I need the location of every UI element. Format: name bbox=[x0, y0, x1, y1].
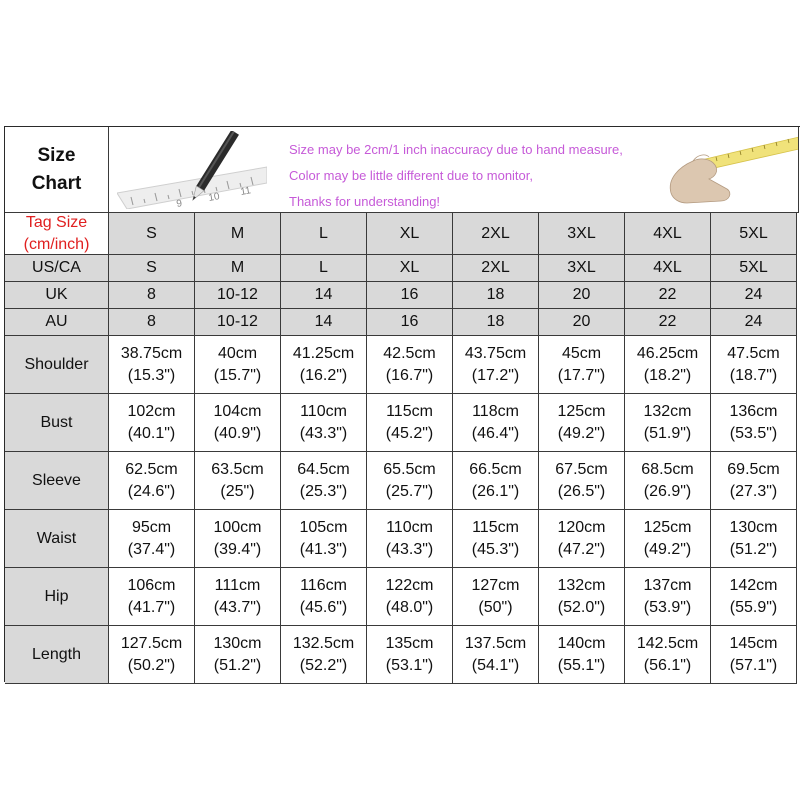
size-chart-title bbox=[5, 127, 109, 213]
us-ca-size-cell: XL bbox=[367, 255, 453, 282]
tag-size-label-line-2: (cm/inch) bbox=[23, 235, 90, 253]
cm-value: 43.75cm bbox=[464, 344, 527, 362]
waist-cell bbox=[109, 510, 195, 568]
au-size-cell: 16 bbox=[367, 309, 453, 336]
cm-value: 66.5cm bbox=[469, 460, 522, 478]
shoulder-cell bbox=[367, 336, 453, 394]
size-chart-table bbox=[4, 126, 800, 682]
uk-size-cell: 8 bbox=[109, 282, 195, 309]
length-cell bbox=[625, 626, 711, 684]
sleeve-cell bbox=[281, 452, 367, 510]
cm-value: 110cm bbox=[386, 518, 433, 536]
inch-value: (40.1") bbox=[127, 424, 176, 442]
cm-value: 125cm bbox=[557, 402, 606, 420]
cm-value: 105cm bbox=[299, 518, 348, 536]
title-line-1: Size bbox=[37, 144, 76, 166]
length-cell bbox=[367, 626, 453, 684]
tag-size-cell: XL bbox=[367, 213, 453, 255]
shoulder-cell bbox=[281, 336, 367, 394]
cm-value: 115cm bbox=[386, 402, 433, 420]
inch-value: (54.1") bbox=[471, 656, 520, 674]
note-thanks: Thanks for understanding! bbox=[289, 194, 441, 209]
cm-value: 145cm bbox=[729, 634, 778, 652]
au-size-cell: 10-12 bbox=[195, 309, 281, 336]
cm-value: 68.5cm bbox=[641, 460, 694, 478]
tag-size-cell: 4XL bbox=[625, 213, 711, 255]
shoulder-cell bbox=[711, 336, 797, 394]
sleeve-cell bbox=[539, 452, 625, 510]
measurement-banner bbox=[109, 127, 799, 213]
inch-value: (49.2") bbox=[557, 424, 606, 442]
uk-size-cell: 20 bbox=[539, 282, 625, 309]
uk-size-cell: 24 bbox=[711, 282, 797, 309]
inch-value: (55.1") bbox=[557, 656, 606, 674]
cm-value: 132.5cm bbox=[292, 634, 355, 652]
inch-value: (17.7") bbox=[557, 366, 606, 384]
sleeve-cell bbox=[367, 452, 453, 510]
cm-value: 106cm bbox=[127, 576, 176, 594]
length-cell bbox=[711, 626, 797, 684]
cm-value: 136cm bbox=[729, 402, 778, 420]
cm-value: 110cm bbox=[300, 402, 347, 420]
inch-value: (26.1") bbox=[471, 482, 520, 500]
uk-size-row bbox=[5, 282, 800, 309]
waist-cell bbox=[195, 510, 281, 568]
hip-cell bbox=[453, 568, 539, 626]
inch-value: (15.7") bbox=[213, 366, 262, 384]
uk-size-cell: 16 bbox=[367, 282, 453, 309]
us-ca-label: US/CA bbox=[5, 255, 109, 282]
au-size-cell: 22 bbox=[625, 309, 711, 336]
cm-value: 100cm bbox=[213, 518, 262, 536]
cm-value: 67.5cm bbox=[555, 460, 608, 478]
au-size-cell: 18 bbox=[453, 309, 539, 336]
uk-size-cell: 10-12 bbox=[195, 282, 281, 309]
waist-label: Waist bbox=[5, 510, 109, 568]
inch-value: (18.7") bbox=[729, 366, 778, 384]
waist-cell bbox=[367, 510, 453, 568]
note-color: Color may be little different due to monitor, bbox=[289, 168, 533, 183]
waist-cell bbox=[539, 510, 625, 568]
inch-value: (26.5") bbox=[557, 482, 606, 500]
bust-cell bbox=[625, 394, 711, 452]
cm-value: 47.5cm bbox=[727, 344, 780, 362]
length-cell bbox=[195, 626, 281, 684]
inch-value: (41.3") bbox=[299, 540, 348, 558]
cm-value: 111cm bbox=[214, 576, 261, 594]
waist-cell bbox=[711, 510, 797, 568]
inch-value: (53.9") bbox=[643, 598, 692, 616]
shoulder-cell bbox=[195, 336, 281, 394]
inch-value: (53.1") bbox=[385, 656, 434, 674]
cm-value: 140cm bbox=[557, 634, 606, 652]
cm-value: 127.5cm bbox=[120, 634, 183, 652]
tag-size-cell: M bbox=[195, 213, 281, 255]
inch-value: (18.2") bbox=[643, 366, 692, 384]
sleeve-cell bbox=[625, 452, 711, 510]
hip-cell bbox=[367, 568, 453, 626]
cm-value: 118cm bbox=[472, 402, 519, 420]
inch-value: (15.3") bbox=[127, 366, 176, 384]
waist-row bbox=[5, 510, 800, 568]
bust-cell bbox=[281, 394, 367, 452]
cm-value: 38.75cm bbox=[120, 344, 183, 362]
length-cell bbox=[281, 626, 367, 684]
sleeve-cell bbox=[453, 452, 539, 510]
hip-cell bbox=[195, 568, 281, 626]
inch-value: (47.2") bbox=[557, 540, 606, 558]
inch-value: (53.5") bbox=[729, 424, 778, 442]
bust-label: Bust bbox=[5, 394, 109, 452]
cm-value: 95cm bbox=[131, 518, 172, 536]
tag-size-cell: L bbox=[281, 213, 367, 255]
bust-row bbox=[5, 394, 800, 452]
inch-value: (52.0") bbox=[557, 598, 606, 616]
tag-size-cell: S bbox=[109, 213, 195, 255]
au-label: AU bbox=[5, 309, 109, 336]
inch-value: (16.2") bbox=[299, 366, 348, 384]
cm-value: 137cm bbox=[643, 576, 692, 594]
cm-value: 137.5cm bbox=[464, 634, 527, 652]
cm-value: 135cm bbox=[385, 634, 434, 652]
length-cell bbox=[453, 626, 539, 684]
us-ca-size-cell: 2XL bbox=[453, 255, 539, 282]
cm-value: 132cm bbox=[557, 576, 606, 594]
inch-value: (51.2") bbox=[213, 656, 262, 674]
cm-value: 45cm bbox=[561, 344, 602, 362]
cm-value: 142.5cm bbox=[636, 634, 699, 652]
cm-value: 46.25cm bbox=[636, 344, 699, 362]
inch-value: (50") bbox=[478, 598, 513, 616]
cm-value: 104cm bbox=[213, 402, 262, 420]
au-size-cell: 8 bbox=[109, 309, 195, 336]
length-label: Length bbox=[5, 626, 109, 684]
uk-size-cell: 14 bbox=[281, 282, 367, 309]
inch-value: (25") bbox=[220, 482, 255, 500]
note-inaccuracy: Size may be 2cm/1 inch inaccuracy due to hand measure, bbox=[289, 142, 623, 157]
bust-cell bbox=[453, 394, 539, 452]
au-size-row bbox=[5, 309, 800, 336]
ruler-number-11: 11 bbox=[239, 185, 252, 198]
au-size-cell: 24 bbox=[711, 309, 797, 336]
shoulder-row bbox=[5, 336, 800, 394]
bust-cell bbox=[195, 394, 281, 452]
cm-value: 116cm bbox=[300, 576, 347, 594]
inch-value: (57.1") bbox=[729, 656, 778, 674]
tag-size-label bbox=[5, 213, 109, 255]
ruler-pencil-illustration bbox=[117, 131, 267, 209]
inch-value: (43.3") bbox=[385, 540, 434, 558]
tag-size-cell: 3XL bbox=[539, 213, 625, 255]
shoulder-cell bbox=[109, 336, 195, 394]
uk-size-cell: 22 bbox=[625, 282, 711, 309]
bust-cell bbox=[109, 394, 195, 452]
cm-value: 120cm bbox=[557, 518, 606, 536]
bust-cell bbox=[539, 394, 625, 452]
tag-size-cell: 5XL bbox=[711, 213, 797, 255]
cm-value: 69.5cm bbox=[727, 460, 780, 478]
waist-cell bbox=[453, 510, 539, 568]
sleeve-cell bbox=[195, 452, 281, 510]
hand-tape-measure-illustration bbox=[657, 131, 799, 209]
cm-value: 41.25cm bbox=[292, 344, 355, 362]
cm-value: 125cm bbox=[643, 518, 692, 536]
sleeve-cell bbox=[109, 452, 195, 510]
shoulder-label: Shoulder bbox=[5, 336, 109, 394]
hip-cell bbox=[281, 568, 367, 626]
sleeve-cell bbox=[711, 452, 797, 510]
us-ca-size-cell: 4XL bbox=[625, 255, 711, 282]
waist-cell bbox=[281, 510, 367, 568]
cm-value: 40cm bbox=[217, 344, 258, 362]
cm-value: 132cm bbox=[643, 402, 692, 420]
ruler-number-9: 9 bbox=[175, 198, 183, 209]
au-size-cell: 14 bbox=[281, 309, 367, 336]
uk-label: UK bbox=[5, 282, 109, 309]
cm-value: 65.5cm bbox=[383, 460, 436, 478]
length-cell bbox=[109, 626, 195, 684]
inch-value: (50.2") bbox=[127, 656, 176, 674]
inch-value: (27.3") bbox=[729, 482, 778, 500]
hip-cell bbox=[109, 568, 195, 626]
inch-value: (24.6") bbox=[127, 482, 176, 500]
length-row bbox=[5, 626, 800, 684]
cm-value: 130cm bbox=[213, 634, 262, 652]
cm-value: 64.5cm bbox=[297, 460, 350, 478]
inch-value: (25.7") bbox=[385, 482, 434, 500]
cm-value: 122cm bbox=[385, 576, 434, 594]
tag-size-label-line-1: Tag Size bbox=[25, 213, 88, 231]
inch-value: (43.7") bbox=[213, 598, 262, 616]
inch-value: (48.0") bbox=[385, 598, 434, 616]
inch-value: (40.9") bbox=[213, 424, 262, 442]
sleeve-label: Sleeve bbox=[5, 452, 109, 510]
cm-value: 62.5cm bbox=[125, 460, 178, 478]
tag-size-cell: 2XL bbox=[453, 213, 539, 255]
shoulder-cell bbox=[453, 336, 539, 394]
us-ca-size-cell: 5XL bbox=[711, 255, 797, 282]
inch-value: (55.9") bbox=[729, 598, 778, 616]
us-ca-size-row bbox=[5, 255, 800, 282]
inch-value: (51.9") bbox=[643, 424, 692, 442]
inch-value: (45.6") bbox=[299, 598, 348, 616]
inch-value: (41.7") bbox=[127, 598, 176, 616]
inch-value: (16.7") bbox=[385, 366, 434, 384]
sleeve-row bbox=[5, 452, 800, 510]
header-row bbox=[5, 127, 800, 213]
hip-cell bbox=[539, 568, 625, 626]
inch-value: (37.4") bbox=[127, 540, 176, 558]
inch-value: (17.2") bbox=[471, 366, 520, 384]
inch-value: (45.3") bbox=[471, 540, 520, 558]
cm-value: 102cm bbox=[127, 402, 176, 420]
inch-value: (26.9") bbox=[643, 482, 692, 500]
cm-value: 127cm bbox=[471, 576, 520, 594]
us-ca-size-cell: 3XL bbox=[539, 255, 625, 282]
inch-value: (52.2") bbox=[299, 656, 348, 674]
hip-cell bbox=[711, 568, 797, 626]
cm-value: 63.5cm bbox=[211, 460, 264, 478]
ruler-number-10: 10 bbox=[207, 191, 221, 204]
length-cell bbox=[539, 626, 625, 684]
shoulder-cell bbox=[625, 336, 711, 394]
inch-value: (25.3") bbox=[299, 482, 348, 500]
inch-value: (39.4") bbox=[213, 540, 262, 558]
inch-value: (49.2") bbox=[643, 540, 692, 558]
au-size-cell: 20 bbox=[539, 309, 625, 336]
cm-value: 130cm bbox=[729, 518, 778, 536]
cm-value: 142cm bbox=[729, 576, 778, 594]
bust-cell bbox=[711, 394, 797, 452]
inch-value: (46.4") bbox=[471, 424, 520, 442]
cm-value: 115cm bbox=[472, 518, 519, 536]
hip-label: Hip bbox=[5, 568, 109, 626]
hip-row bbox=[5, 568, 800, 626]
uk-size-cell: 18 bbox=[453, 282, 539, 309]
us-ca-size-cell: L bbox=[281, 255, 367, 282]
inch-value: (56.1") bbox=[643, 656, 692, 674]
hip-cell bbox=[625, 568, 711, 626]
cm-value: 42.5cm bbox=[383, 344, 436, 362]
shoulder-cell bbox=[539, 336, 625, 394]
us-ca-size-cell: M bbox=[195, 255, 281, 282]
tag-size-row bbox=[5, 213, 800, 255]
inch-value: (43.3") bbox=[299, 424, 348, 442]
title-line-2: Chart bbox=[31, 172, 82, 194]
inch-value: (45.2") bbox=[385, 424, 434, 442]
us-ca-size-cell: S bbox=[109, 255, 195, 282]
inch-value: (51.2") bbox=[729, 540, 778, 558]
bust-cell bbox=[367, 394, 453, 452]
waist-cell bbox=[625, 510, 711, 568]
